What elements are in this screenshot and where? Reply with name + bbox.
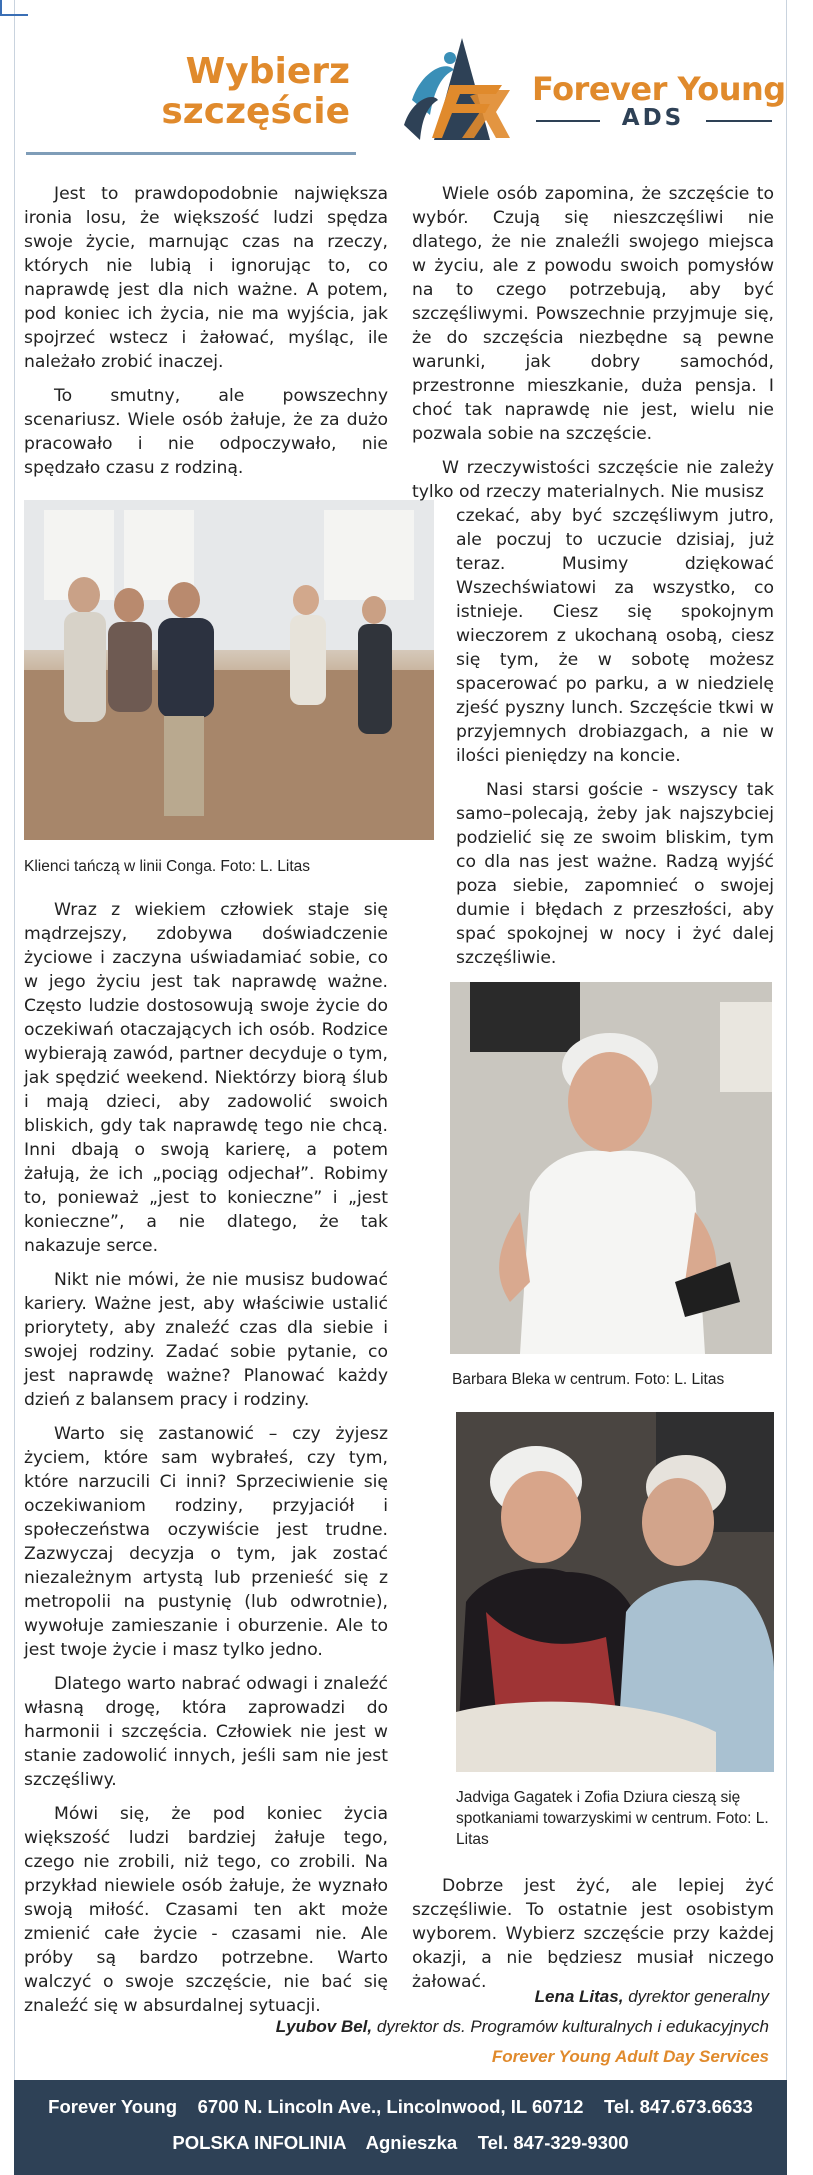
photo-jadwiga-zofia bbox=[456, 1412, 774, 1772]
corner-mark bbox=[0, 0, 28, 16]
title-underline bbox=[26, 152, 356, 155]
caption-jadwiga-zofia: Jadviga Gagatek i Zofia Dziura cieszą się spotkaniami towarzyskimi w centrum. Foto: L. Litas bbox=[456, 1789, 769, 1848]
portrait-image bbox=[450, 982, 772, 1354]
signatory-name: Lena Litas, bbox=[534, 1987, 624, 2006]
dance-scene-image bbox=[24, 500, 434, 840]
paragraph: W rzeczywistości szczęście nie zależy tylko od rzeczy materialnych. Nie musisz bbox=[412, 458, 774, 502]
caption-conga-dance: Klienci tańczą w linii Conga. Foto: L. Litas bbox=[24, 858, 311, 875]
footer-address-line: Forever Young 6700 N. Lincoln Ave., Lincolnwood, IL 60712 Tel. 847.673.6633 bbox=[48, 2096, 753, 2117]
signatory-name: Lyubov Bel, bbox=[275, 2017, 373, 2036]
paragraph: Dlatego warto nabrać odwagi i znaleźć własną drogę, która zaprowadzi do harmonii i szczęścia. Człowiek nie jest w stanie zadowolić innych, jeśli sam nie jest szczęśliwy. bbox=[24, 1674, 388, 1790]
signatory-role: dyrektor ds. Programów kulturalnych i edukacyjnych bbox=[376, 2017, 769, 2036]
footer-hotline-line: POLSKA INFOLINIA Agnieszka Tel. 847-329-9300 bbox=[172, 2132, 629, 2153]
logo-wordmark: Forever Young bbox=[532, 70, 786, 108]
title-line-1: Wybierz bbox=[185, 51, 350, 92]
right-column-top bbox=[412, 182, 774, 980]
logo-rule-left bbox=[536, 120, 600, 122]
organization-name: Forever Young Adult Day Services bbox=[491, 2047, 769, 2066]
paragraph: Nikt nie mówi, że nie musisz budować kariery. Ważne jest, aby właściwie ustalić priorytety, aby znaleźć czas dla siebie i swojej rodziny. Zadać sobie pytanie, co jest naprawdę ważne? Planować każdy dzień z balansem pracy i rodziny. bbox=[24, 1270, 388, 1410]
title-line-2: szczęście bbox=[161, 91, 350, 132]
footer-banner bbox=[14, 2080, 787, 2175]
paragraph: To smutny, ale powszechny scenariusz. Wiele osób żałuje, że za dużo pracowało i nie odpoczywało, nie spędzało czasu z rodziną. bbox=[24, 386, 388, 478]
paragraph: Mówi się, że pod koniec życia większość ludzi bardziej żałuje tego, czego nie zrobili, niż tego, co zrobili. Na przykład niewiele osób żałuje, że wyznało swoją miłość. Czasami ten akt może zmienić całe życie - czasami nie. Ale próby są bardzo potrzebne. Warto walczyć o swoje szczęście, nie bać się znaleźć się w absurdalnej sytuacji. bbox=[24, 1804, 388, 2016]
caption-barbara-bleka: Barbara Bleka w centrum. Foto: L. Litas bbox=[452, 1371, 725, 1388]
paragraph: Warto się zastanowić – czy żyjesz życiem, które sam wybrałeś, czy tym, które narzucili Ci inni? Sprzeciwienie się oczekiwaniom rodziny, przyjaciół i społeczeństwa oczywiście jest trudne. Zazwyczaj decyzja o tym, jak zostać niezależnym artystą lub przenieść się z metropolii na pustynię (lub odwrotnie), wywołuje zamieszanie i oburzenie. Ale to jest twoje życie i masz tylko jedno. bbox=[24, 1424, 388, 1660]
signatory-role: dyrektor generalny bbox=[628, 1987, 769, 2006]
article-title bbox=[120, 52, 350, 132]
paragraph: Wraz z wiekiem człowiek staje się mądrzejszy, zdobywa doświadczenie życiowe i zaczyna uświadamiać sobie, co w jego życiu jest tak naprawdę ważne. Często ludzie dostosowują swoje życie do oczekiwań otaczających ich osób. Rodzice wybierają zawód, partner decyduje o tym, jak spędzić weekend. Niektórzy biorą ślub i mają dzieci, aby zadowolić swoich bliskich, gdy tak naprawdę tego nie chcą. Inni dbają o swoją karierę, a potem żałują, że ich „pociąg odjechał”. Robimy to, ponieważ „jest to konieczne” i „jest konieczne”, a nie dlatego, że tak nakazuje serce. bbox=[24, 900, 388, 1256]
photo-conga-dance bbox=[24, 500, 434, 840]
photo-barbara-bleka bbox=[450, 982, 772, 1354]
logo-emblem-icon bbox=[392, 30, 532, 155]
signature-lyubov-bel bbox=[276, 2015, 769, 2039]
signature-lena-litas bbox=[535, 1985, 769, 2009]
logo-subtitle: ADS bbox=[621, 105, 685, 131]
left-column-top bbox=[24, 182, 388, 490]
forever-young-ads-logo bbox=[392, 30, 786, 155]
paragraph: czekać, aby być szczęśliwym jutro, ale poczuj to uczucie dzisiaj, już teraz. Musimy dziękować Wszechświatowi za wszystko, co istnieje. Ciesz się spokojnym wieczorem z ukochaną osobą, ciesz się tym, że w sobotę możesz spacerować po parku, a w niedzielę zjeść pyszny lunch. Szczęście tkwi w przyjemnych drobiazgach, a nie w ilości pieniędzy na koncie. bbox=[456, 506, 774, 766]
paragraph: Jest to prawdopodobnie największa ironia losu, że większość ludzi spędza swoje życie, marnując czas na rzeczy, których nie lubią i ignorując to, co naprawdę jest dla nich ważne. A potem, pod koniec ich życia, nie ma wyjścia, jak spojrzeć wstecz i żałować, myśląc, ile należało zrobić inaczej. bbox=[24, 184, 388, 372]
paragraph: Dobrze jest żyć, ale lepiej żyć szczęśliwie. To ostatnie jest osobistym wyborem. Wybierz szczęście przy każdej okazji, a nie będziesz musiał niczego żałować. bbox=[412, 1876, 774, 1992]
left-column-bottom bbox=[24, 898, 388, 2028]
paragraph: Wiele osób zapomina, że szczęście to wybór. Czują się nieszczęśliwi nie dlatego, że nie znaleźli swojego miejsca w życiu, ale z powodu swoich pomysłów na to czego potrzebują, aby być szczęśliwymi. Powszechnie przyjmuje się, że do szczęścia niezbędne są pewne warunki, jak dobry samochód, przestronne mieszkanie, duża pensja. I choć tak naprawdę nie jest, wielu nie pozwala sobie na szczęście. bbox=[412, 184, 774, 444]
indented-text-block bbox=[456, 504, 774, 970]
paragraph: Nasi starsi goście - wszyscy tak samo–polecają, żeby jak najszybciej podzielić się ze swoim bliskim, tym co dla nas jest ważne. Radzą wyjść poza siebie, zapomnieć o swojej dumie i błędach z przeszłości, aby spać spokojnej w nocy i żyć dalej szczęśliwie. bbox=[456, 780, 774, 968]
logo-rule-right bbox=[706, 120, 772, 122]
two-ladies-image bbox=[456, 1412, 774, 1772]
